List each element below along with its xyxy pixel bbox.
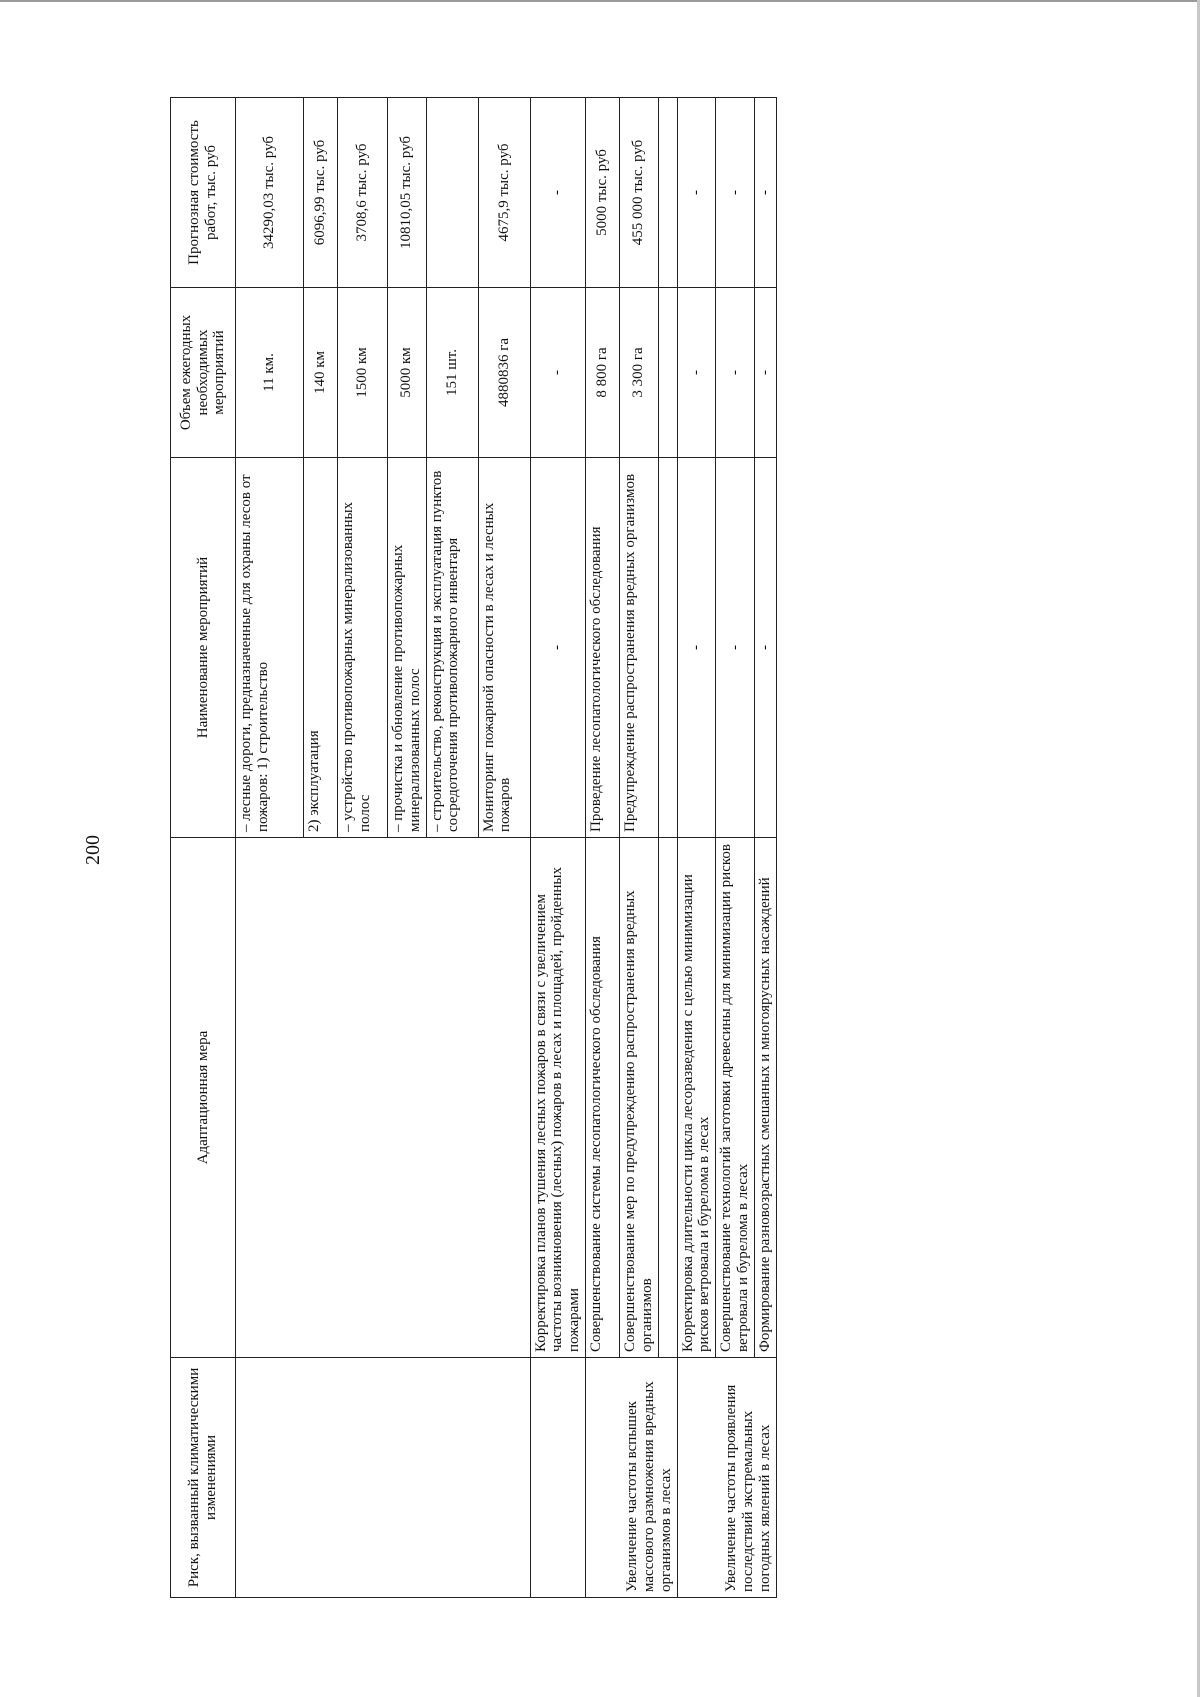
cell-survey-measure: Совершенствование системы лесопатологического обследования xyxy=(585,838,619,1358)
cell-prevention-cost: 455 000 тыс. руб xyxy=(619,98,658,288)
cell-monitoring-name: Мониторинг пожарной опасности в лесах и лесных пожаров xyxy=(478,458,530,838)
cell-prevention-volume: 3 300 га xyxy=(619,288,658,458)
cell-points-volume: 151 шт. xyxy=(426,288,478,458)
cell-cycle-measure: Корректировка длительности цикла лесоразведения с целью минимизации рисков ветровала и бурелома в лесах xyxy=(677,838,716,1358)
table-row xyxy=(677,98,716,1598)
cell-mixed-volume: - xyxy=(754,288,776,458)
cell-survey-name: Проведение лесопатологического обследования xyxy=(585,458,619,838)
cell-tech-volume: - xyxy=(716,288,755,458)
rotated-table-wrapper xyxy=(170,98,790,1598)
scan-top-edge xyxy=(0,0,1200,2)
cell-prevention-name: Предупреждение распространения вредных организмов xyxy=(619,458,658,838)
cell-empty-measure xyxy=(658,838,677,1358)
cell-risk-pests: Увеличение частоты вспышек массового размножения вредных организмов в лесах xyxy=(585,1358,677,1598)
table-row xyxy=(585,98,619,1598)
cell-risk-fire xyxy=(236,1358,531,1598)
cell-tech-measure: Совершенствование технологий заготовки древесины для минимизации рисков ветровала и бурелома в лесах xyxy=(716,838,755,1358)
cell-empty-volume xyxy=(658,288,677,458)
header-risk: Риск, вызванный климатическими изменениями xyxy=(171,1358,236,1598)
cell-tech-cost: - xyxy=(716,98,755,288)
cell-roads-name: – лесные дороги, предназначенные для охраны лесов от пожаров: 1) строительство xyxy=(236,458,304,838)
cell-tech-name: - xyxy=(716,458,755,838)
cell-risk-weather: Увеличение частоты проявления последствий экстремальных погодных явлений в лесах xyxy=(677,1358,776,1598)
cell-survey-volume: 8 800 га xyxy=(585,288,619,458)
page-number: 200 xyxy=(81,835,104,865)
cell-cycle-volume: - xyxy=(677,288,716,458)
cell-prevention-measure: Совершенствование мер по предупреждению распространения вредных организмов xyxy=(619,838,658,1358)
cell-cleaning-volume: 5000 км xyxy=(388,288,427,458)
cell-points-name: – строительство, реконструкция и эксплуатация пунктов сосредоточения противопожарного инвентаря xyxy=(426,458,478,838)
table-header-row xyxy=(171,98,236,1598)
cell-plans-measure: Корректировка планов тушения лесных пожаров в связи с увеличением частоты возникновения (лесных) пожаров в лесах и площадей, пройденных пожарами xyxy=(530,838,585,1358)
cell-empty-name xyxy=(658,458,677,838)
cell-survey-cost: 5000 тыс. руб xyxy=(585,98,619,288)
cell-mixed-name: - xyxy=(754,458,776,838)
cell-cleaning-cost: 10810,05 тыс. руб xyxy=(388,98,427,288)
cell-firebreak-cost: 3708,6 тыс. руб xyxy=(338,98,388,288)
cell-exploitation-name: 2) эксплуатация xyxy=(304,458,338,838)
cell-exploitation-cost: 6096,99 тыс. руб xyxy=(304,98,338,288)
cell-cycle-cost: - xyxy=(677,98,716,288)
cell-measure-fire xyxy=(236,838,531,1358)
cell-cycle-name: - xyxy=(677,458,716,838)
cell-mixed-cost: - xyxy=(754,98,776,288)
cell-points-cost xyxy=(426,98,478,288)
cell-roads-volume: 11 км. xyxy=(236,288,304,458)
table-row xyxy=(530,98,585,1598)
cell-plans-name: - xyxy=(530,458,585,838)
cell-firebreak-name: – устройство противопожарных минерализованных полос xyxy=(338,458,388,838)
header-name: Наименование мероприятий xyxy=(171,458,236,838)
header-measure: Адаптационная мера xyxy=(171,838,236,1358)
header-cost: Прогнозная стоимость работ, тыс. руб xyxy=(171,98,236,288)
cell-monitoring-cost: 4675,9 тыс. руб xyxy=(478,98,530,288)
cell-roads-cost: 34290,03 тыс. руб xyxy=(236,98,304,288)
adaptation-measures-table xyxy=(170,97,777,1598)
cell-monitoring-volume: 4880836 га xyxy=(478,288,530,458)
cell-firebreak-volume: 1500 км xyxy=(338,288,388,458)
cell-cleaning-name: – прочистка и обновление противопожарных минерализованных полос xyxy=(388,458,427,838)
cell-plans-cost: - xyxy=(530,98,585,288)
cell-risk-plans xyxy=(530,1358,585,1598)
cell-plans-volume: - xyxy=(530,288,585,458)
header-volume: Объем ежегодных необходимых мероприятий xyxy=(171,288,236,458)
cell-exploitation-volume: 140 км xyxy=(304,288,338,458)
cell-empty-cost xyxy=(658,98,677,288)
table-row xyxy=(236,98,304,1598)
cell-mixed-measure: Формирование разновозрастных смешанных и многоярусных насаждений xyxy=(754,838,776,1358)
